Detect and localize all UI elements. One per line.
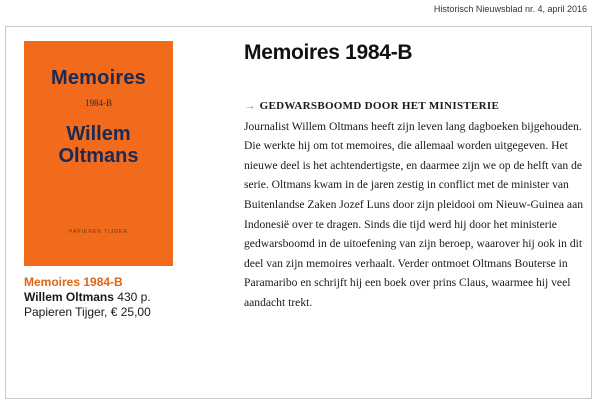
caption-pages: 430 p. bbox=[117, 290, 151, 304]
caption-publisher-price: Papieren Tijger, € 25,00 bbox=[24, 305, 151, 319]
source-line: Historisch Nieuwsblad nr. 4, april 2016 bbox=[433, 4, 587, 14]
article-body: Journalist Willem Oltmans heeft zijn leven lang dagboeken bijgehouden. Die werkte hij om tot memoires, die allemaal worden uitgegeven. Het nieuwe deel is het achtendertigste, en daarmee zijn we op de helft van de serie. Oltmans kwam in de jaren zestig in conflict met de minister van Buitenlandse Zaken Jozef Luns door zijn pleidooi om Nieuw-Guinea aan Indonesië over te dragen. Sinds die tijd werd hij door het ministerie gedwarsboomd in de uitoefening van zijn beroep, waarover hij ook in dit deel van zijn memoires verhaalt. Verder ontmoet Oltmans Bouterse in Paramaribo en schrijft hij een boek over prins Claus, waarmee hij veel aandacht trekt. bbox=[244, 119, 584, 309]
caption-author: Willem Oltmans bbox=[24, 290, 114, 304]
caption-title: Memoires 1984-B bbox=[24, 275, 123, 289]
cover-author-line1: Willem bbox=[66, 123, 131, 145]
arrow-icon: → bbox=[244, 99, 256, 112]
article-headline: Memoires 1984-B bbox=[244, 41, 413, 64]
caption-author-line bbox=[24, 290, 194, 305]
article-body-section bbox=[244, 96, 584, 313]
book-caption bbox=[24, 275, 194, 320]
cover-author bbox=[24, 123, 173, 167]
cover-publisher: PAPIEREN TIJGER bbox=[69, 229, 128, 235]
book-cover bbox=[24, 41, 173, 266]
cover-author-line2: Oltmans bbox=[58, 145, 139, 167]
cover-title: Memoires bbox=[51, 67, 146, 89]
article-kicker: GEDWARSBOOMD DOOR HET MINISTERIE bbox=[259, 100, 500, 112]
cover-subtitle: 1984-B bbox=[85, 98, 112, 108]
